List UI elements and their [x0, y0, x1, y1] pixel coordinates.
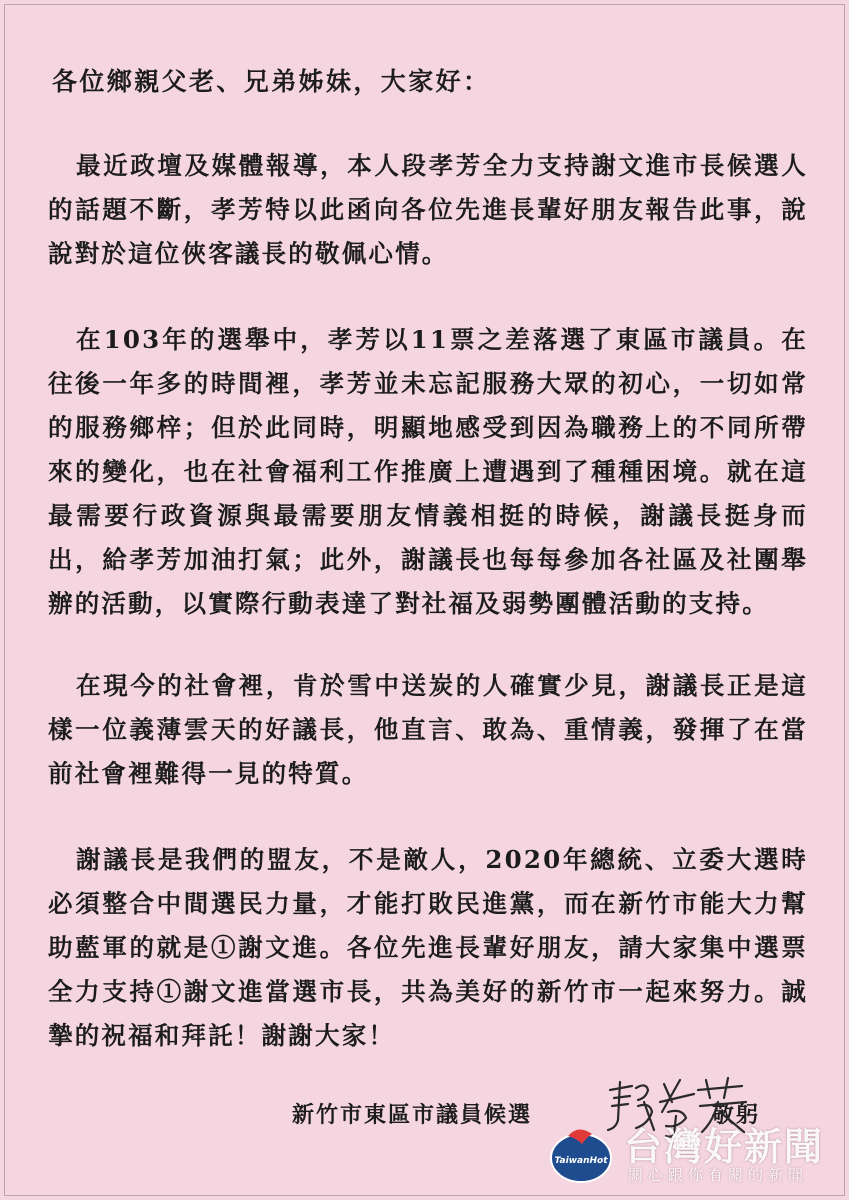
taiwanhot-logo-icon	[548, 1122, 614, 1188]
closing-suffix: 敬躬	[712, 1102, 761, 1128]
paragraph-4: 謝議長是我們的盟友，不是敵人，2020年總統、立委大選時必須整合中間選民力量，才能打敗民進黨，而在新竹市能大力幫助藍軍的就是①謝文進。各位先進長輩好朋友，請大家集中選票全力支持①謝文進當選市長，共為美好的新竹市一起來努力。誠摯的祝福和拜託！謝謝大家！	[48, 845, 808, 1050]
svg-text:TaiwanHot: TaiwanHot	[554, 1156, 608, 1166]
closing-prefix: 新竹市東區市議員候選	[292, 1102, 533, 1128]
watermark-title: 台灣好新聞	[624, 1125, 825, 1169]
paragraph-3: 在現今的社會裡，肯於雪中送炭的人確實少見，謝議長正是這樣一位義薄雲天的好議長，他直言、敢為、重情義，發揮了在當前社會裡難得一見的特質。	[48, 671, 808, 788]
watermark-subtitle: 關心跟你有關的新聞	[628, 1166, 809, 1184]
paragraph-1: 最近政壇及媒體報導，本人段孝芳全力支持謝文進市長候選人的話題不斷，孝芳特以此函向各位先進長輩好朋友報告此事，說說對於這位俠客議長的敬佩心情。	[48, 151, 808, 268]
greeting: 各位鄉親父老、兄弟姊妹，大家好：	[52, 67, 491, 96]
paragraph-2: 在103年的選舉中，孝芳以11票之差落選了東區市議員。在往後一年多的時間裡，孝芳並未忘記服務大眾的初心，一切如常的服務鄉梓；但於此同時，明顯地感受到因為職務上的不同所帶來的變化，也在社會福利工作推廣上遭遇到了種種困境。就在這最需要行政資源與最需要朋友情義相挺的時候，謝議長挺身而出，給孝芳加油打氣；此外，謝議長也每每參加各社區及社團舉辦的活動，以實際行動表達了對社福及弱勢團體活動的支持。	[48, 325, 808, 618]
watermark	[548, 1114, 844, 1194]
